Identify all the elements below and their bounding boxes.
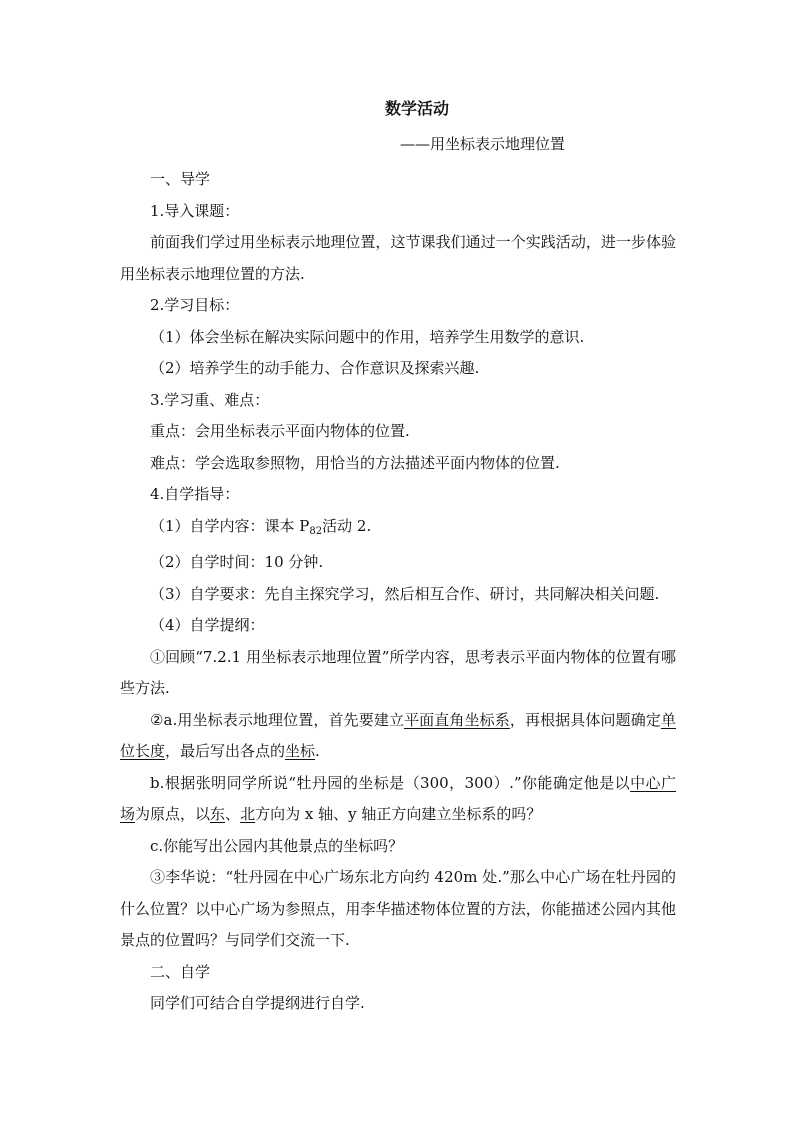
outline-item-3: ③李华说：“牡丹园在中心广场东北方向约 420m 处.”那么中心广场在牡丹园的什么位置？以中心广场为参照点，用李华描述物体位置的方法，你能描述公园内其他景点的位置吗？与同学们交流一下. — [120, 868, 676, 949]
section-heading-1: 一、导学 — [150, 170, 211, 188]
section-heading-2: 二、自学 — [150, 962, 211, 981]
outline-2b-underline-3: 北 — [240, 805, 256, 823]
outline-2b-text-1: b.根据张明同学所说“牡丹园的坐标是（300，300）.”你能确定他是以 — [150, 773, 631, 792]
self-study-text: 同学们可结合自学提纲进行自学. — [150, 994, 365, 1012]
outline-2b-text-4: 方向为 x 轴、y 轴正方向建立坐标系的吗？ — [255, 805, 542, 823]
outline-2b-underline-1: 中心广场 — [120, 773, 676, 823]
guide-item-1 — [120, 511, 676, 548]
outline-item-2b — [120, 768, 676, 831]
guide-label: 4.自学指导： — [150, 485, 240, 503]
guide-item-4: （4）自学提纲： — [150, 616, 265, 634]
outline-2a-underline-1: 平面直角坐标系 — [404, 710, 510, 729]
guide-item-1-subscript: 82 — [309, 525, 323, 537]
guide-item-1-pre: （1）自学内容：课本 P — [150, 516, 310, 535]
page-title: 数学活动 — [384, 99, 449, 118]
hard-point: 难点：学会选取参照物，用恰当的方法描述平面内物体的位置. — [150, 453, 560, 472]
outline-2a-text-1: ②a.用坐标表示地理位置，首先要建立 — [150, 710, 405, 729]
outline-2a-text-4: . — [315, 742, 320, 760]
outline-item-2a — [120, 705, 676, 768]
goal-item-2: （2）培养学生的动手能力、合作意识及探索兴趣. — [150, 359, 480, 377]
outline-item-1: ①回顾“7.2.1 用坐标表示地理位置”所学内容，思考表示平面内物体的位置有哪些方法. — [120, 647, 676, 697]
goal-item-1: （1）体会坐标在解决实际问题中的作用，培养学生用数学的意识. — [150, 327, 585, 346]
document-body — [120, 164, 676, 1020]
guide-item-3: （3）自学要求：先自主探究学习，然后相互合作、研讨，共同解决相关问题. — [150, 584, 660, 603]
outline-2b-text-3: 、 — [225, 805, 241, 823]
outline-2a-text-2: ，再根据具体问题确定 — [509, 710, 661, 729]
outline-2b-underline-2: 东 — [210, 805, 226, 823]
key-point: 重点：会用坐标表示平面内物体的位置. — [150, 422, 410, 440]
outline-item-2c: c.你能写出公园内其他景点的坐标吗？ — [150, 836, 404, 855]
intro-label: 1.导入课题： — [150, 201, 240, 220]
outline-2b-text-2: 为原点，以 — [135, 805, 211, 823]
guide-item-2: （2）自学时间：10 分钟. — [150, 553, 324, 571]
outline-2a-underline-2: 单位长度 — [120, 710, 676, 760]
goals-label: 2.学习目标： — [150, 296, 240, 314]
key-label: 3.学习重、难点： — [150, 390, 270, 409]
outline-2a-text-3: ，最后写出各点的 — [165, 742, 286, 760]
intro-text: 前面我们学过用坐标表示地理位置，这节课我们通过一个实践活动，进一步体验用坐标表示地理位置的方法. — [120, 233, 676, 283]
outline-2a-underline-3: 坐标 — [285, 742, 316, 760]
guide-item-1-post: 活动 2. — [322, 516, 372, 535]
page-subtitle: ——用坐标表示地理位置 — [400, 135, 566, 153]
